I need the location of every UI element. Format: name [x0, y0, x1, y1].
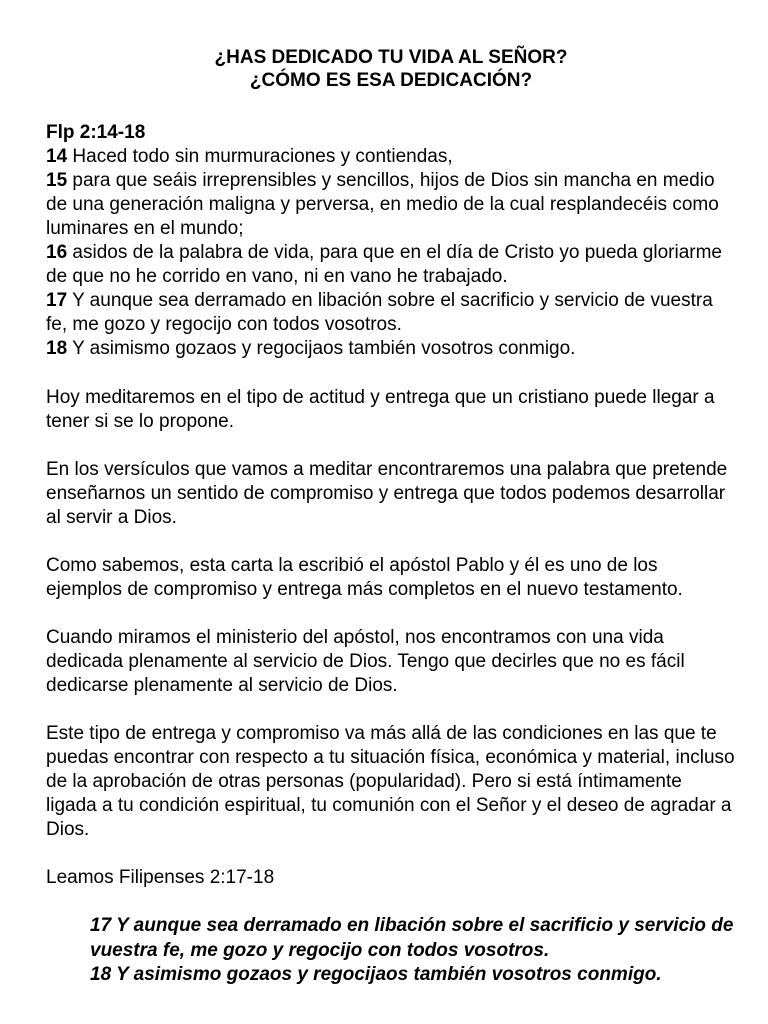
verse-18 [46, 337, 736, 361]
verse-15 [46, 169, 736, 241]
verse-number: 17 [46, 290, 68, 311]
verse-text: Y asimismo gozaos y regocijaos también vosotros conmigo. [67, 338, 576, 359]
document-title [46, 46, 736, 92]
verse-number: 18 [46, 338, 68, 359]
scripture-reference: Flp 2:14-18 [46, 122, 146, 143]
title-line-2: ¿CÓMO ES ESA DEDICACIÓN? [249, 70, 533, 91]
verse-text: Haced todo sin murmuraciones y contiendas, [67, 146, 453, 167]
verse-number: 14 [46, 146, 68, 167]
verse-text: asidos de la palabra de vida, para que en el día de Cristo yo pueda gloriarme de que no he corrido en vano, ni en vano he trabajado. [46, 242, 723, 287]
verse-16 [46, 241, 736, 289]
verse-text: Y aunque sea derramado en libación sobre el sacrificio y servicio de vuestra fe, me gozo y regocijo con todos vosotros. [46, 290, 713, 335]
verse-text: para que seáis irreprensibles y sencillos, hijos de Dios sin mancha en medio de una generación maligna y perversa, en medio de la cual resplandecéis como luminares en el mundo; [46, 170, 719, 239]
verse-number: 16 [46, 242, 68, 263]
paragraph-3: Como sabemos, esta carta la escribió el apóstol Pablo y él es uno de los ejemplos de compromiso y entrega más completos en el nuevo testamento. [46, 555, 683, 600]
paragraph-4: Cuando miramos el ministerio del apóstol, nos encontramos con una vida dedicada plenamente al servicio de Dios. Tengo que decirles que no es fácil dedicarse plenamente al servicio de Dios. [46, 627, 685, 696]
paragraph-2: En los versículos que vamos a meditar encontraremos una palabra que pretende enseñarnos un sentido de compromiso y entrega que todos podemos desarrollar al servir a Dios. [46, 459, 728, 528]
quote-verse-17: 17 Y aunque sea derramado en libación sobre el sacrificio y servicio de vuestra fe, me gozo y regocijo con todos vosotros. [90, 915, 734, 961]
paragraph-1: Hoy meditaremos en el tipo de actitud y entrega que un cristiano puede llegar a tener si se lo propone. [46, 387, 715, 432]
paragraph-6: Leamos Filipenses 2:17-18 [46, 867, 275, 888]
document-page [46, 46, 736, 988]
verse-17 [46, 289, 736, 337]
block-quote [90, 914, 740, 988]
scripture-passage [46, 121, 736, 361]
verse-number: 15 [46, 170, 68, 191]
paragraph-5: Este tipo de entrega y compromiso va más allá de las condiciones en las que te puedas encontrar con respecto a tu situación física, económica y material, incluso de la aprobación de otras personas (popularidad). Pero si está íntimamente ligada a tu condición espiritual, tu comunión con el Señor y el deseo de agradar a Dios. [46, 723, 735, 840]
verse-14 [46, 145, 736, 169]
title-line-1: ¿HAS DEDICADO TU VIDA AL SEÑOR? [214, 47, 568, 68]
quote-verse-18: 18 Y asimismo gozaos y regocijaos también vosotros conmigo. [90, 964, 662, 985]
